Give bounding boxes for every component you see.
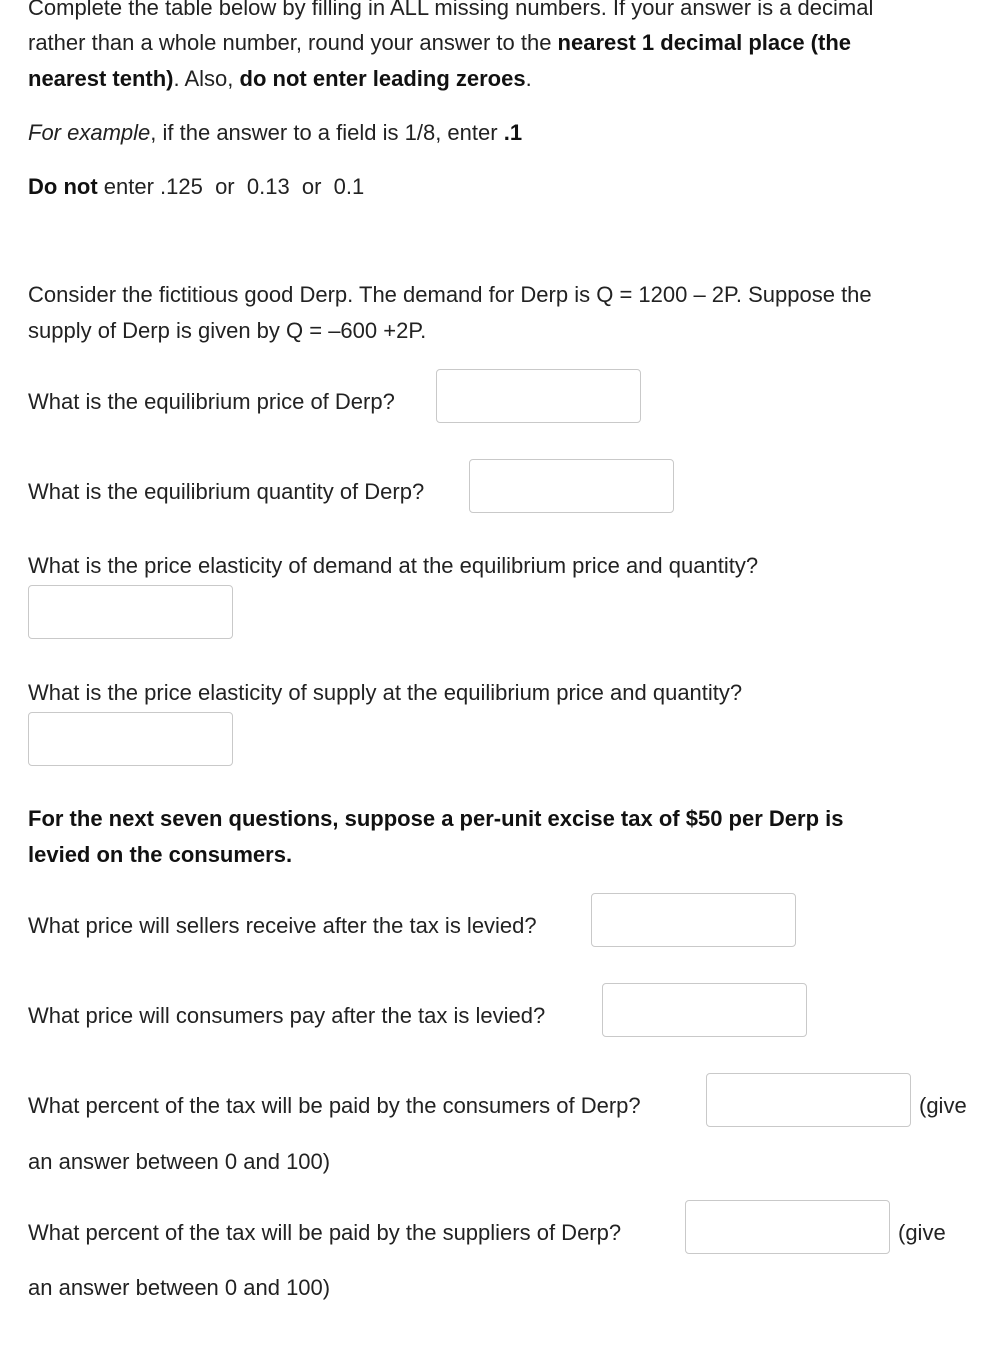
tax-heading-line-2 bbox=[28, 841, 292, 869]
hint-text: (give bbox=[898, 1220, 946, 1245]
question-elasticity-supply bbox=[28, 679, 742, 707]
donot-text: enter .125 or 0.13 or 0.1 bbox=[97, 174, 365, 199]
question-text: What price will sellers receive after the tax is levied? bbox=[28, 913, 537, 938]
question-text: What percent of the tax will be paid by the suppliers of Derp? bbox=[28, 1220, 622, 1245]
question-text: What percent of the tax will be paid by the consumers of Derp? bbox=[28, 1093, 641, 1118]
instructions-text: . Also, bbox=[173, 66, 240, 91]
question-consumer-tax-percent bbox=[28, 1092, 641, 1120]
instructions-line-3 bbox=[28, 65, 532, 93]
leading-zero-rule-text: do not enter leading zeroes bbox=[239, 66, 526, 91]
rounding-rule-text: nearest tenth) bbox=[28, 66, 174, 91]
problem-line-1 bbox=[28, 281, 872, 309]
tax-heading-text: For the next seven questions, suppose a per-unit excise tax of $50 per Derp is bbox=[28, 806, 844, 831]
give-hint-text bbox=[919, 1092, 967, 1120]
example-answer: .1 bbox=[503, 120, 523, 145]
consumer-price-input[interactable] bbox=[602, 983, 807, 1037]
tax-heading-text: levied on the consumers. bbox=[28, 842, 293, 867]
question-seller-price bbox=[28, 912, 537, 940]
donot-label: Do not bbox=[28, 174, 98, 199]
elasticity-demand-input[interactable] bbox=[28, 585, 233, 639]
tax-heading-line-1 bbox=[28, 805, 843, 833]
instructions-text: . bbox=[525, 66, 532, 91]
example-text: , if the answer to a field is 1/8, enter bbox=[150, 120, 504, 145]
problem-text: supply of Derp is given by Q = –600 +2P. bbox=[28, 318, 427, 343]
question-text: What is the price elasticity of demand at the equilibrium price and quantity? bbox=[28, 553, 759, 578]
equilibrium-quantity-input[interactable] bbox=[469, 459, 674, 513]
consumer-tax-percent-input[interactable] bbox=[706, 1073, 911, 1127]
elasticity-supply-input[interactable] bbox=[28, 712, 233, 766]
supplier-percent-range-hint bbox=[28, 1274, 330, 1302]
problem-line-2 bbox=[28, 317, 426, 345]
instructions-text: rather than a whole number, round your answer to the bbox=[28, 30, 558, 55]
question-text: What price will consumers pay after the tax is levied? bbox=[28, 1003, 546, 1028]
question-text: What is the equilibrium quantity of Derp? bbox=[28, 479, 425, 504]
question-equilibrium-price bbox=[28, 388, 395, 416]
question-text: What is the price elasticity of supply at the equilibrium price and quantity? bbox=[28, 680, 743, 705]
hint-text: (give bbox=[919, 1093, 967, 1118]
instructions-text: Complete the table below by filling in ALL missing numbers. If your answer is a decimal bbox=[28, 0, 874, 20]
example-label: For example bbox=[28, 120, 151, 145]
instructions-line-1 bbox=[28, 0, 873, 22]
problem-text: Consider the fictitious good Derp. The demand for Derp is Q = 1200 – 2P. Suppose the bbox=[28, 282, 872, 307]
give-hint-text bbox=[898, 1219, 946, 1247]
seller-price-input[interactable] bbox=[591, 893, 796, 947]
equilibrium-price-input[interactable] bbox=[436, 369, 641, 423]
rounding-rule-text: nearest 1 decimal place (the bbox=[557, 30, 852, 55]
example-line bbox=[28, 119, 522, 147]
question-consumer-price bbox=[28, 1002, 545, 1030]
hint-text: an answer between 0 and 100) bbox=[28, 1149, 331, 1174]
hint-text: an answer between 0 and 100) bbox=[28, 1275, 331, 1300]
question-text: What is the equilibrium price of Derp? bbox=[28, 389, 395, 414]
question-equilibrium-quantity bbox=[28, 478, 424, 506]
question-elasticity-demand bbox=[28, 552, 758, 580]
instructions-line-2 bbox=[28, 29, 851, 57]
donot-line bbox=[28, 173, 364, 201]
question-supplier-tax-percent bbox=[28, 1219, 621, 1247]
supplier-tax-percent-input[interactable] bbox=[685, 1200, 890, 1254]
consumer-percent-range-hint bbox=[28, 1148, 330, 1176]
